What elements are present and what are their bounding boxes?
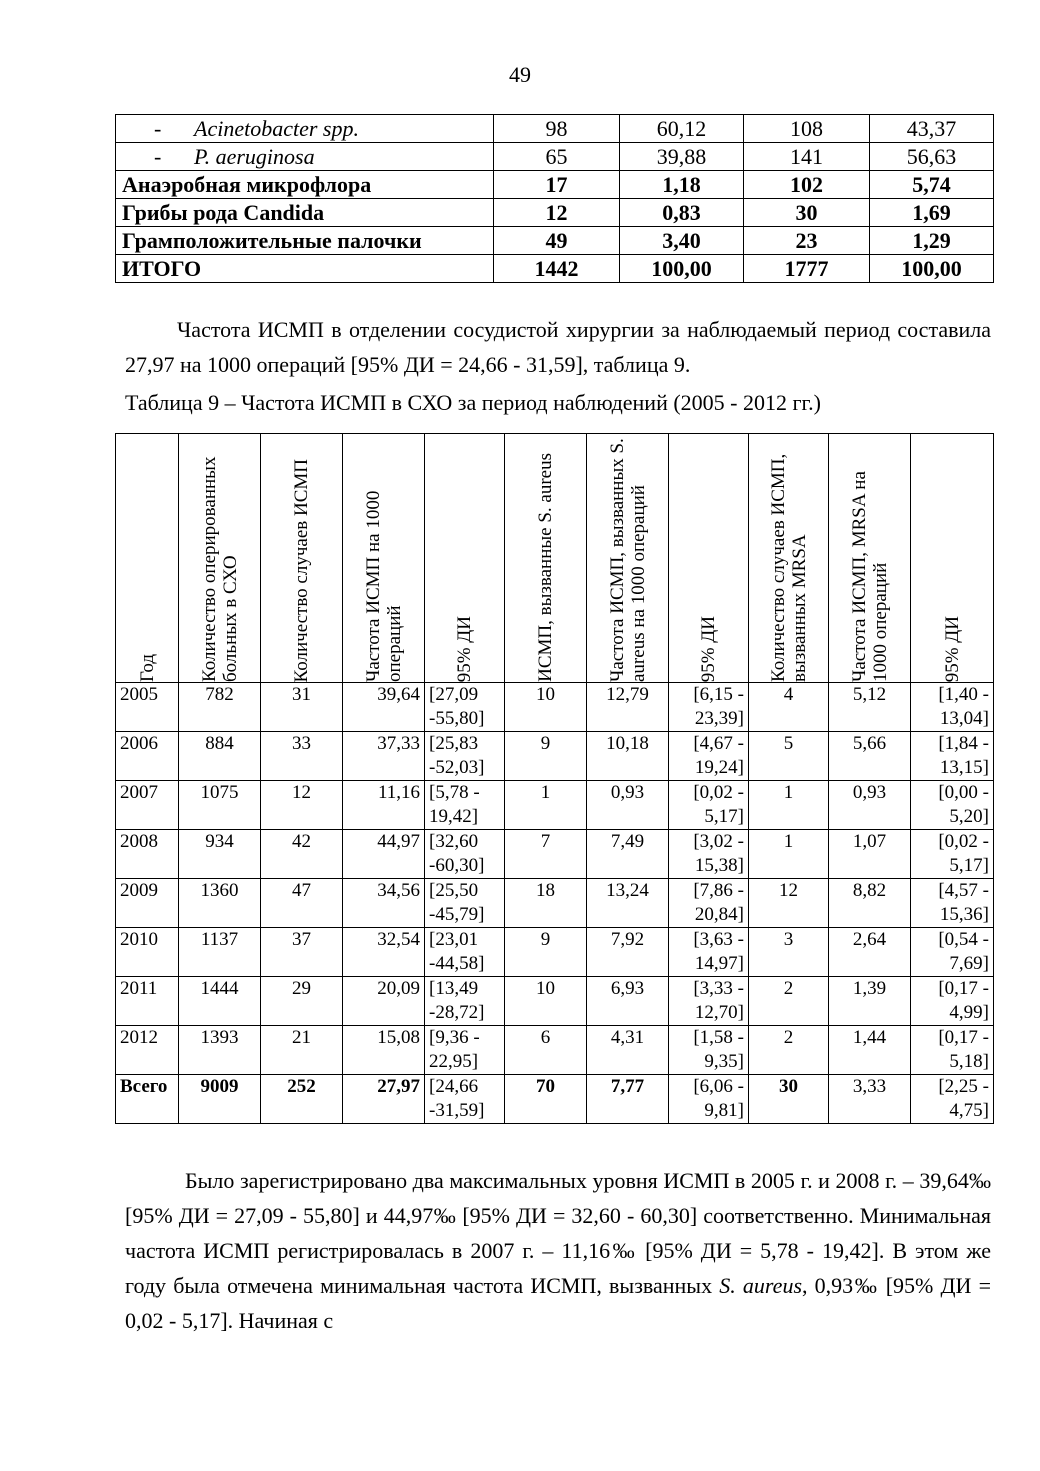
table-row <box>116 977 994 1026</box>
cell-mrsa: 12 <box>749 879 829 928</box>
incidence-table <box>115 433 994 1124</box>
column-header <box>749 434 829 683</box>
row-label-cell <box>116 143 494 171</box>
cell-sa-ci: [6,15 - 23,39] <box>669 683 749 732</box>
total-row <box>116 1075 994 1124</box>
page-number: 49 <box>509 62 531 87</box>
cell-sa: 9 <box>505 732 587 781</box>
paragraph-findings <box>125 1163 991 1338</box>
table-row <box>116 781 994 830</box>
value-cell: 23 <box>744 227 870 255</box>
cell-mrsa: 1 <box>749 830 829 879</box>
cell-sa-rate: 10,18 <box>587 732 669 781</box>
cell-ops: 1137 <box>179 928 261 977</box>
cell-sa: 18 <box>505 879 587 928</box>
table-row <box>116 227 994 255</box>
cell-year: 2012 <box>116 1026 179 1075</box>
cell-rate: 11,16 <box>343 781 425 830</box>
value-cell: 98 <box>494 115 620 143</box>
cell-mrsa: 3 <box>749 928 829 977</box>
cell-ops: 934 <box>179 830 261 879</box>
column-header-label: Количество случаев ИСМП, вызванных MRSA <box>767 453 810 682</box>
paragraph-incidence-summary: Частота ИСМП в отделении сосудистой хирургии за наблюдаемый период составила 27,97 на 1000 операций [95% ДИ = 24,66 - 31,59], таблица 9. <box>125 317 991 377</box>
cell-sa-ci: [1,58 - 9,35] <box>669 1026 749 1075</box>
cell-mrsa-ci: [0,17 - 4,99] <box>911 977 994 1026</box>
cell-mrsa-ci: [0,00 - 5,20] <box>911 781 994 830</box>
cell-year: 2007 <box>116 781 179 830</box>
value-cell: 108 <box>744 115 870 143</box>
row-label-cell <box>116 115 494 143</box>
table-header-row <box>116 434 994 683</box>
cell-mrsa-ci: [2,25 - 4,75] <box>911 1075 994 1124</box>
cell-sa-ci: [3,33 - 12,70] <box>669 977 749 1026</box>
value-cell: 17 <box>494 171 620 199</box>
table-row <box>116 928 994 977</box>
cell-mrsa: 2 <box>749 977 829 1026</box>
column-header-label: 95% ДИ <box>454 615 475 682</box>
cell-cases: 252 <box>261 1075 343 1124</box>
column-header-label: Год <box>136 654 158 682</box>
cell-ci: [25,83 -52,03] <box>425 732 505 781</box>
value-cell: 1,69 <box>870 199 994 227</box>
cell-rate: 27,97 <box>343 1075 425 1124</box>
cell-sa-ci: [3,63 - 14,97] <box>669 928 749 977</box>
microflora-table-continuation <box>115 114 994 283</box>
cell-ci: [9,36 - 22,95] <box>425 1026 505 1075</box>
cell-mrsa-rate: 5,12 <box>829 683 911 732</box>
cell-ops: 9009 <box>179 1075 261 1124</box>
cell-cases: 31 <box>261 683 343 732</box>
cell-cases: 12 <box>261 781 343 830</box>
cell-ops: 782 <box>179 683 261 732</box>
cell-sa-rate: 7,92 <box>587 928 669 977</box>
cell-sa-ci: [0,02 - 5,17] <box>669 781 749 830</box>
cell-mrsa: 1 <box>749 781 829 830</box>
cell-rate: 37,33 <box>343 732 425 781</box>
cell-ops: 1360 <box>179 879 261 928</box>
cell-cases: 42 <box>261 830 343 879</box>
table-row <box>116 683 994 732</box>
table-caption: Таблица 9 – Частота ИСМП в СХО за период наблюдений (2005 - 2012 гг.) <box>125 390 821 415</box>
cell-mrsa-rate: 3,33 <box>829 1075 911 1124</box>
cell-mrsa-rate: 1,39 <box>829 977 911 1026</box>
cell-rate: 20,09 <box>343 977 425 1026</box>
column-header-label: Количество случаев ИСМП <box>291 458 312 682</box>
cell-sa: 70 <box>505 1075 587 1124</box>
value-cell: 43,37 <box>870 115 994 143</box>
cell-ops: 1444 <box>179 977 261 1026</box>
column-header <box>179 434 261 683</box>
table-row <box>116 255 994 283</box>
cell-cases: 29 <box>261 977 343 1026</box>
cell-ci: [23,01 -44,58] <box>425 928 505 977</box>
value-cell: 1442 <box>494 255 620 283</box>
cell-ci: [32,60 -60,30] <box>425 830 505 879</box>
cell-ci: [5,78 - 19,42] <box>425 781 505 830</box>
table-row <box>116 115 994 143</box>
paragraph-findings-part1: Было зарегистрировано два максимальных уровня ИСМП в 2005 г. и 2008 г. – 39,64‰ [95% ДИ = 27,09 - 55,80] и 44,97‰ [95% ДИ = 32,60 - 60,30] соответственно. Минимальная частота ИСМП регистрировалась в 2007 г. – 11,16‰ [95% ДИ = 5,78 - 19,42]. В этом же году была отмечена минимальная частота ИСМП, вызванных <box>125 1168 991 1298</box>
value-cell: 0,83 <box>620 199 744 227</box>
cell-mrsa-rate: 2,64 <box>829 928 911 977</box>
cell-mrsa-rate: 1,44 <box>829 1026 911 1075</box>
column-header-label: 95% ДИ <box>941 615 963 682</box>
cell-cases: 37 <box>261 928 343 977</box>
cell-cases: 47 <box>261 879 343 928</box>
column-header <box>343 434 425 683</box>
cell-ci: [25,50 -45,79] <box>425 879 505 928</box>
column-header-label: Частота ИСМП, вызванных S. aureus на 1000 операций <box>606 438 649 682</box>
column-header <box>261 434 343 683</box>
cell-rate: 15,08 <box>343 1026 425 1075</box>
bullet-dash: - <box>154 116 162 141</box>
cell-rate: 34,56 <box>343 879 425 928</box>
table-row <box>116 1026 994 1075</box>
column-header <box>669 434 749 683</box>
bullet-dash: - <box>154 144 162 169</box>
cell-ops: 884 <box>179 732 261 781</box>
cell-rate: 44,97 <box>343 830 425 879</box>
cell-sa: 9 <box>505 928 587 977</box>
column-header <box>911 434 994 683</box>
cell-mrsa-ci: [0,02 - 5,17] <box>911 830 994 879</box>
cell-year: 2008 <box>116 830 179 879</box>
column-header <box>587 434 669 683</box>
cell-mrsa-ci: [1,84 - 13,15] <box>911 732 994 781</box>
column-header-label: Частота ИСМП, MRSA на 1000 операций <box>848 471 891 682</box>
value-cell: 49 <box>494 227 620 255</box>
cell-mrsa-rate: 0,93 <box>829 781 911 830</box>
cell-sa: 10 <box>505 977 587 1026</box>
value-cell: 56,63 <box>870 143 994 171</box>
column-header-label: ИСМП, вызванные S. aureus <box>535 453 556 682</box>
cell-sa-rate: 6,93 <box>587 977 669 1026</box>
cell-sa-rate: 7,77 <box>587 1075 669 1124</box>
cell-sa-ci: [6,06 - 9,81] <box>669 1075 749 1124</box>
value-cell: 60,12 <box>620 115 744 143</box>
cell-sa: 7 <box>505 830 587 879</box>
row-label-cell: Грамположительные палочки <box>116 227 494 255</box>
cell-cases: 33 <box>261 732 343 781</box>
cell-mrsa-rate: 5,66 <box>829 732 911 781</box>
cell-sa-ci: [3,02 - 15,38] <box>669 830 749 879</box>
cell-mrsa-rate: 1,07 <box>829 830 911 879</box>
cell-sa-rate: 4,31 <box>587 1026 669 1075</box>
value-cell: 12 <box>494 199 620 227</box>
row-label-cell: ИТОГО <box>116 255 494 283</box>
value-cell: 102 <box>744 171 870 199</box>
cell-rate: 32,54 <box>343 928 425 977</box>
table-row <box>116 143 994 171</box>
value-cell: 65 <box>494 143 620 171</box>
column-header-label: Частота ИСМП на 1000 операций <box>362 490 405 682</box>
cell-ci: [27,09 -55,80] <box>425 683 505 732</box>
cell-ci: [13,49 -28,72] <box>425 977 505 1026</box>
cell-sa: 6 <box>505 1026 587 1075</box>
cell-year: 2005 <box>116 683 179 732</box>
value-cell: 100,00 <box>620 255 744 283</box>
cell-mrsa-ci: [4,57 - 15,36] <box>911 879 994 928</box>
value-cell: 5,74 <box>870 171 994 199</box>
table-row <box>116 732 994 781</box>
column-header <box>505 434 587 683</box>
column-header-label: 95% ДИ <box>698 615 719 682</box>
cell-sa-rate: 12,79 <box>587 683 669 732</box>
value-cell: 1777 <box>744 255 870 283</box>
cell-rate: 39,64 <box>343 683 425 732</box>
cell-mrsa: 2 <box>749 1026 829 1075</box>
cell-sa-rate: 13,24 <box>587 879 669 928</box>
column-header <box>829 434 911 683</box>
column-header <box>116 434 179 683</box>
cell-sa-ci: [7,86 - 20,84] <box>669 879 749 928</box>
cell-sa: 10 <box>505 683 587 732</box>
cell-ops: 1075 <box>179 781 261 830</box>
paragraph-findings-part2: , 0,93‰ [95% ДИ = 0,02 - 5,17]. Начиная с <box>125 1273 991 1333</box>
column-header-label: Количество оперированных больных в СХО <box>198 456 241 682</box>
cell-sa-rate: 0,93 <box>587 781 669 830</box>
value-cell: 39,88 <box>620 143 744 171</box>
paragraph-findings-italic: S. aureus <box>719 1273 803 1298</box>
cell-mrsa: 4 <box>749 683 829 732</box>
cell-mrsa-rate: 8,82 <box>829 879 911 928</box>
cell-year: 2006 <box>116 732 179 781</box>
value-cell: 100,00 <box>870 255 994 283</box>
table-row <box>116 171 994 199</box>
cell-year: 2010 <box>116 928 179 977</box>
cell-mrsa-ci: [0,17 - 5,18] <box>911 1026 994 1075</box>
row-label: Acinetobacter spp. <box>194 116 359 141</box>
cell-mrsa-ci: [1,40 - 13,04] <box>911 683 994 732</box>
cell-year: Всего <box>116 1075 179 1124</box>
value-cell: 30 <box>744 199 870 227</box>
row-label: P. aeruginosa <box>194 144 315 169</box>
cell-sa-rate: 7,49 <box>587 830 669 879</box>
cell-ops: 1393 <box>179 1026 261 1075</box>
table-row <box>116 879 994 928</box>
value-cell: 1,18 <box>620 171 744 199</box>
cell-sa-ci: [4,67 - 19,24] <box>669 732 749 781</box>
cell-year: 2009 <box>116 879 179 928</box>
table-row <box>116 199 994 227</box>
cell-sa: 1 <box>505 781 587 830</box>
cell-cases: 21 <box>261 1026 343 1075</box>
row-label-cell: Анаэробная микрофлора <box>116 171 494 199</box>
value-cell: 1,29 <box>870 227 994 255</box>
cell-mrsa: 5 <box>749 732 829 781</box>
cell-ci: [24,66 -31,59] <box>425 1075 505 1124</box>
cell-year: 2011 <box>116 977 179 1026</box>
cell-mrsa-ci: [0,54 - 7,69] <box>911 928 994 977</box>
value-cell: 3,40 <box>620 227 744 255</box>
table-row <box>116 830 994 879</box>
value-cell: 141 <box>744 143 870 171</box>
row-label-cell: Грибы рода Candida <box>116 199 494 227</box>
column-header <box>425 434 505 683</box>
cell-mrsa: 30 <box>749 1075 829 1124</box>
